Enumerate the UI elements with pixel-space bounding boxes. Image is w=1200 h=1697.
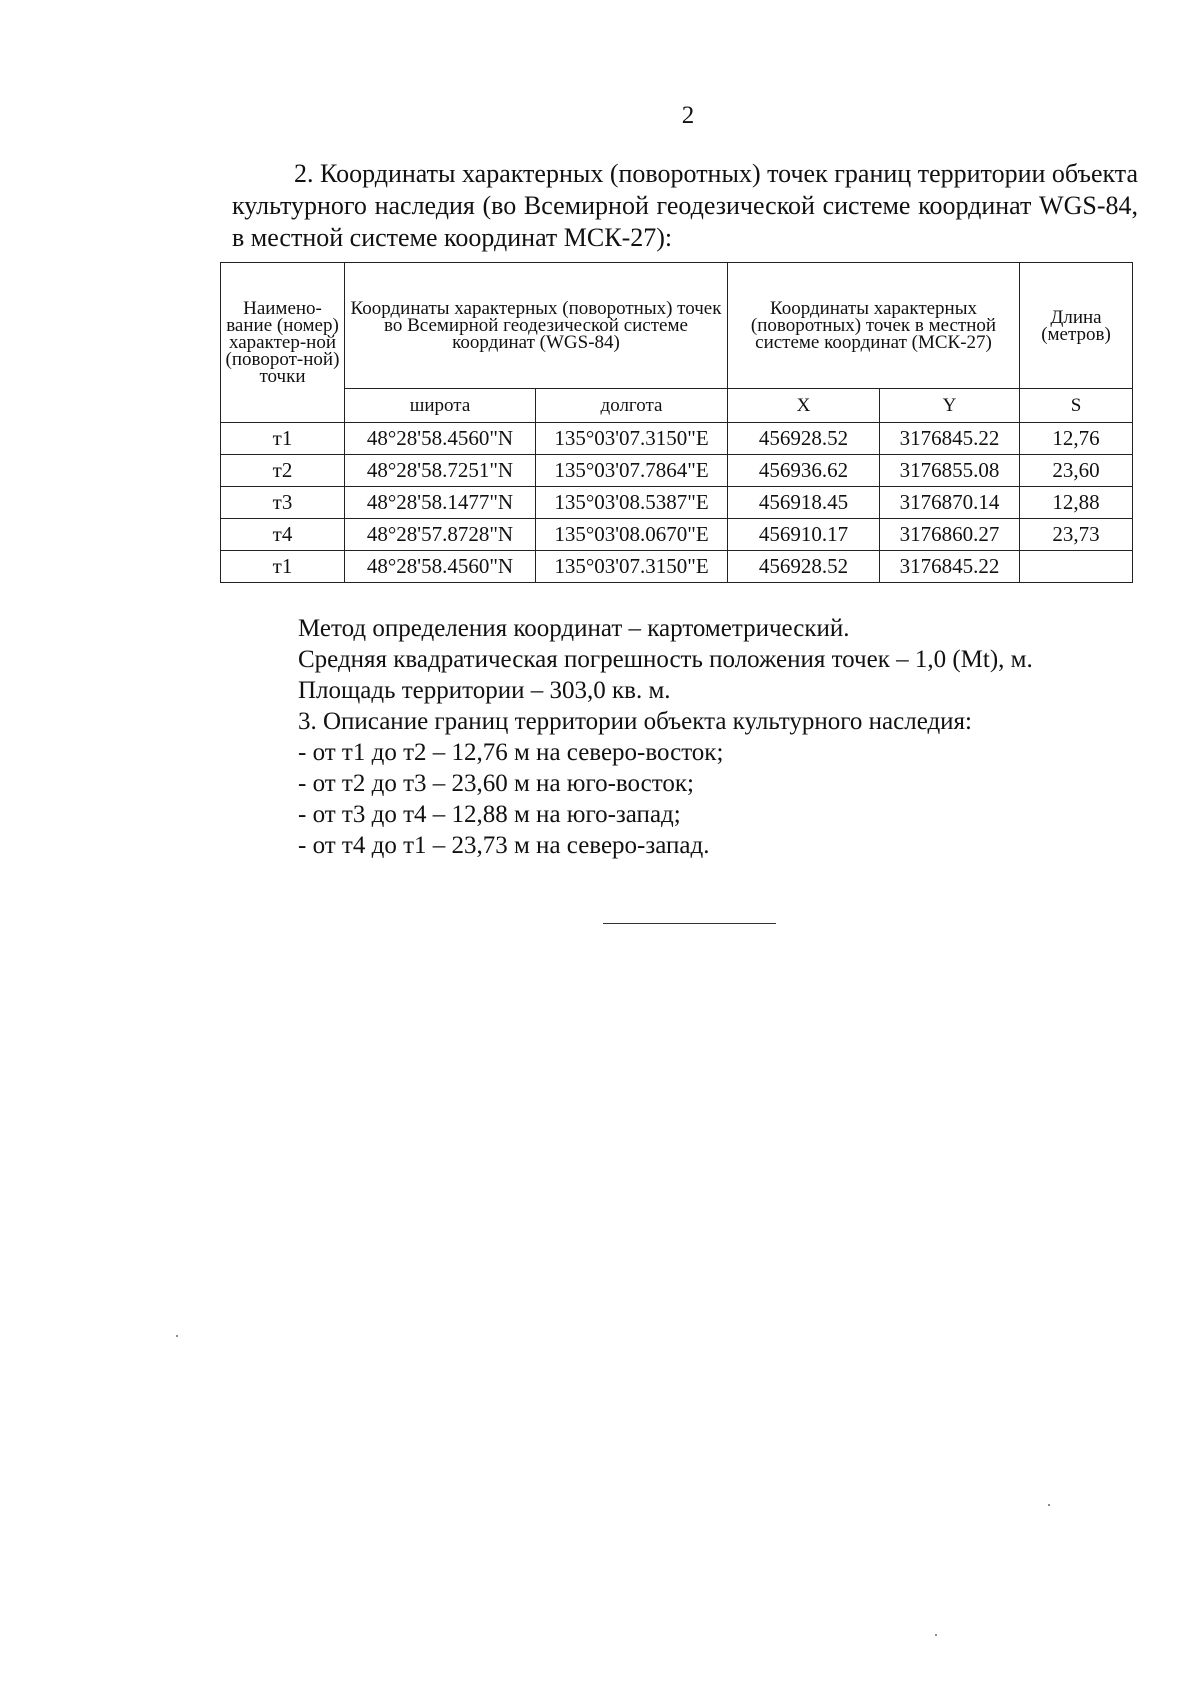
table-subheader-row xyxy=(221,389,1133,423)
cell-y: 3176870.14 xyxy=(880,487,1020,519)
header-msk-coordinates: Координаты характерных (поворотных) точек в местной системе координат (МСК-27) xyxy=(728,263,1020,389)
cell-y: 3176845.22 xyxy=(880,423,1020,455)
coordinates-table xyxy=(220,262,1133,583)
cell-latitude: 48°28'58.4560"N xyxy=(345,423,536,455)
end-separator-line xyxy=(603,923,776,924)
subheader-longitude: долгота xyxy=(536,389,728,423)
cell-length xyxy=(1020,551,1133,583)
scan-speck xyxy=(1048,1504,1050,1506)
cell-point: т4 xyxy=(221,519,345,551)
cell-y: 3176845.22 xyxy=(880,551,1020,583)
table-row xyxy=(221,551,1133,583)
page-number: 2 xyxy=(681,102,695,129)
cell-x: 456936.62 xyxy=(728,455,880,487)
area-line: Площадь территории – 303,0 кв. м. xyxy=(298,677,671,704)
method-line: Метод определения координат – картометрический. xyxy=(298,615,850,642)
cell-longitude: 135°03'07.3150"E xyxy=(536,423,728,455)
cell-length: 12,88 xyxy=(1020,487,1133,519)
cell-longitude: 135°03'07.3150"E xyxy=(536,551,728,583)
section-2-intro xyxy=(232,158,1138,254)
cell-point: т2 xyxy=(221,455,345,487)
accuracy-line: Средняя квадратическая погрешность положения точек – 1,0 (Mt), м. xyxy=(298,646,1033,673)
header-wgs-coordinates: Координаты характерных (поворотных) точек во Всемирной геодезической системе координат (WGS-84) xyxy=(345,263,728,389)
cell-latitude: 48°28'58.7251"N xyxy=(345,455,536,487)
cell-x: 456928.52 xyxy=(728,551,880,583)
table-header-row xyxy=(221,263,1133,389)
section-3-heading: 3. Описание границ территории объекта культурного наследия: xyxy=(298,708,972,735)
boundary-segment-line: - от т2 до т3 – 23,60 м на юго-восток; xyxy=(298,770,694,797)
cell-length: 23,73 xyxy=(1020,519,1133,551)
cell-latitude: 48°28'58.1477"N xyxy=(345,487,536,519)
header-length: Длина (метров) xyxy=(1020,263,1133,389)
cell-longitude: 135°03'08.0670"E xyxy=(536,519,728,551)
cell-length: 12,76 xyxy=(1020,423,1133,455)
table-row xyxy=(221,423,1133,455)
cell-length: 23,60 xyxy=(1020,455,1133,487)
table-row xyxy=(221,519,1133,551)
section-2-text: 2. Координаты характерных (поворотных) точек границ территории объекта культурного наследия (во Всемирной геодезической системе координат WGS-84, в местной системе координат МСК-27): xyxy=(232,159,1138,252)
cell-x: 456918.45 xyxy=(728,487,880,519)
cell-point: т1 xyxy=(221,551,345,583)
boundary-segment-line: - от т1 до т2 – 12,76 м на северо-восток; xyxy=(298,739,724,766)
subheader-s: S xyxy=(1020,389,1133,423)
cell-point: т1 xyxy=(221,423,345,455)
cell-latitude: 48°28'57.8728"N xyxy=(345,519,536,551)
scan-speck xyxy=(935,1634,937,1636)
table-row xyxy=(221,455,1133,487)
cell-longitude: 135°03'08.5387"E xyxy=(536,487,728,519)
subheader-y: Y xyxy=(880,389,1020,423)
subheader-latitude: широта xyxy=(345,389,536,423)
cell-y: 3176855.08 xyxy=(880,455,1020,487)
boundary-segment-line: - от т3 до т4 – 12,88 м на юго-запад; xyxy=(298,801,681,828)
boundary-segment-line: - от т4 до т1 – 23,73 м на северо-запад. xyxy=(298,832,710,859)
description-block xyxy=(298,613,1158,861)
header-point-name: Наимено-вание (номер) характер-ной (поворот-ной) точки xyxy=(221,263,345,423)
cell-longitude: 135°03'07.7864"E xyxy=(536,455,728,487)
subheader-x: X xyxy=(728,389,880,423)
cell-y: 3176860.27 xyxy=(880,519,1020,551)
cell-x: 456928.52 xyxy=(728,423,880,455)
scan-speck xyxy=(176,1335,178,1337)
cell-latitude: 48°28'58.4560"N xyxy=(345,551,536,583)
table-row xyxy=(221,487,1133,519)
cell-point: т3 xyxy=(221,487,345,519)
cell-x: 456910.17 xyxy=(728,519,880,551)
